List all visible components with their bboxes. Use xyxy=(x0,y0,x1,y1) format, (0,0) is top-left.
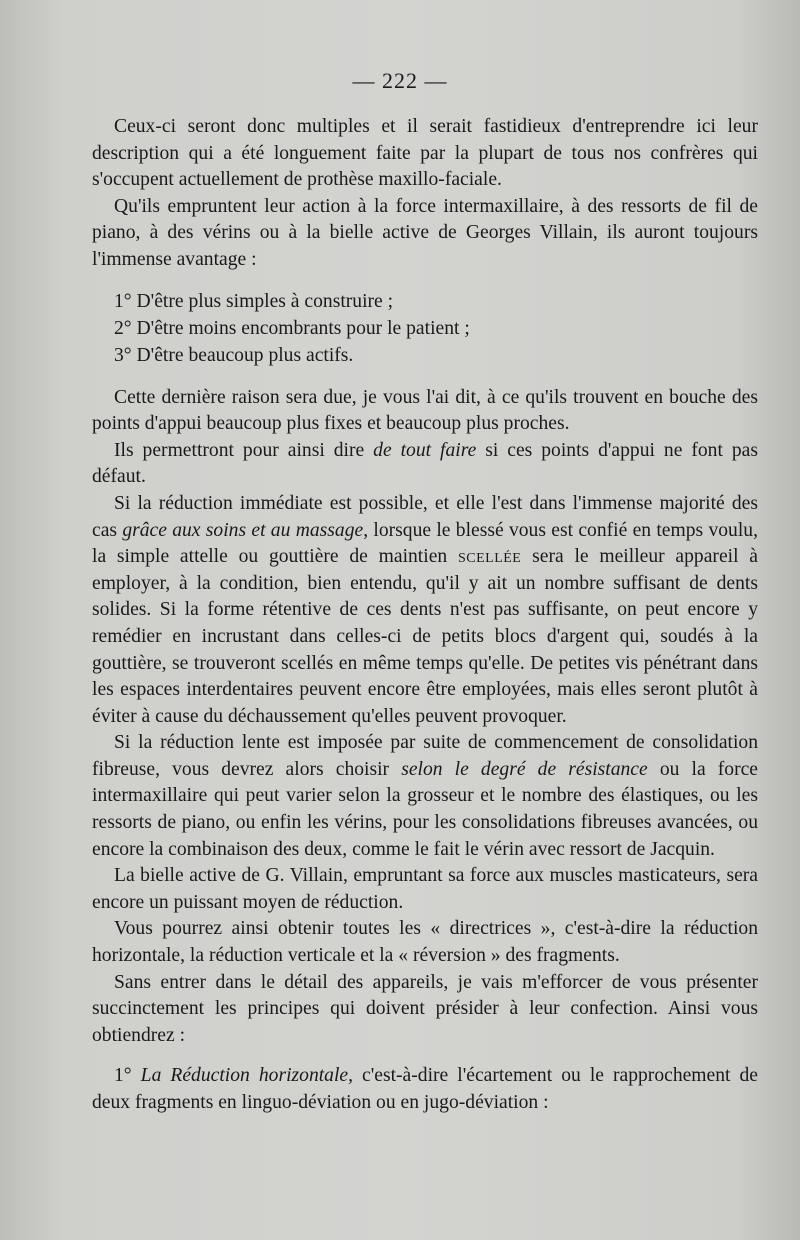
paragraph: Cette dernière raison sera due, je vous l'ai dit, à ce qu'ils trouvent en bouche des points d'appui beaucoup plus fixes et beaucoup plus proches. xyxy=(92,386,758,435)
list-item: 1° D'être plus simples à construire ; xyxy=(114,290,394,312)
paragraph: La bielle active de G. Villain, empruntant sa force aux muscles masticateurs, sera encore un puissant moyen de réduction. xyxy=(92,865,758,913)
paragraph: Sans entrer dans le détail des appareils, je vais m'efforcer de vous présenter succinctement les principes qui doivent présider à leur confection. Ainsi vous obtiendrez : xyxy=(92,971,758,1046)
paragraph: Ceux-ci seront donc multiples et il serait fastidieux d'entreprendre ici leur description qui a été longuement faite par la plupart de tous nos confrères qui s'occupent actuellement de prothèse maxillo-faciale. xyxy=(92,116,758,191)
paragraph: Ils permettront pour ainsi dire de tout faire si ces points d'appui ne font pas défaut. xyxy=(92,439,758,488)
page-body xyxy=(92,114,758,1117)
section-heading: La Réduction horizontale, xyxy=(140,1065,354,1087)
paragraph: 1° La Réduction horizontale, c'est-à-dire l'écartement ou le rapprochement de deux fragments en linguo-déviation ou en jugo-déviation : xyxy=(92,1065,759,1113)
paragraph: Vous pourrez ainsi obtenir toutes les « directrices », c'est-à-dire la réduction horizontale, la réduction verticale et la « réversion » des fragments. xyxy=(92,918,758,967)
emphasis: grâce aux soins et au massage xyxy=(122,519,364,541)
emphasis: de tout faire xyxy=(373,439,477,461)
emphasis: selon le degré de résistance xyxy=(401,758,648,780)
small-caps-word: scellée xyxy=(457,546,522,568)
paragraph: Qu'ils empruntent leur action à la force intermaxillaire, à des ressorts de fil de piano, à des vérins ou à la bielle active de Georges Villain, ils auront toujours l'immense avantage : xyxy=(92,195,758,270)
list-item: 3° D'être beaucoup plus actifs. xyxy=(114,344,354,366)
paragraph: Si la réduction lente est imposée par suite de commencement de consolidation fibreuse, vous devrez alors choisir selon le degré de résistance ou la force intermaxillaire qui peut varier selon la grosseur et le nombre des élastiques, ou les ressorts de piano, ou enfin les vérins, pour les consolidations fibreuses avancées, ou encore la combinaison des deux, comme le fait le vérin avec ressort de Jacquin. xyxy=(92,732,759,860)
page-number: — 222 — xyxy=(352,68,448,93)
list-item: 2° D'être moins encombrants pour le patient ; xyxy=(114,317,470,339)
paragraph: Si la réduction immédiate est possible, et elle l'est dans l'immense majorité des cas grâce aux soins et au massage, lorsque le blessé vous est confié en temps voulu, la simple attelle ou gouttière de maintien scellée sera le meilleur appareil à employer, à la condition, bien entendu, qu'il y ait un nombre suffisant de dents solides. Si la forme rétentive de ces dents n'est pas suffisante, on peut encore y remédier en incrustant dans celles-ci de petits blocs d'argent qui, soudés à la gouttière, se trouveront scellés en même temps qu'elle. De petites vis pénétrant dans les espaces interdentaires peuvent encore être employées, mais elles seront plutôt à éviter à cause du déchaussement qu'elles peuvent provoquer. xyxy=(92,492,758,727)
